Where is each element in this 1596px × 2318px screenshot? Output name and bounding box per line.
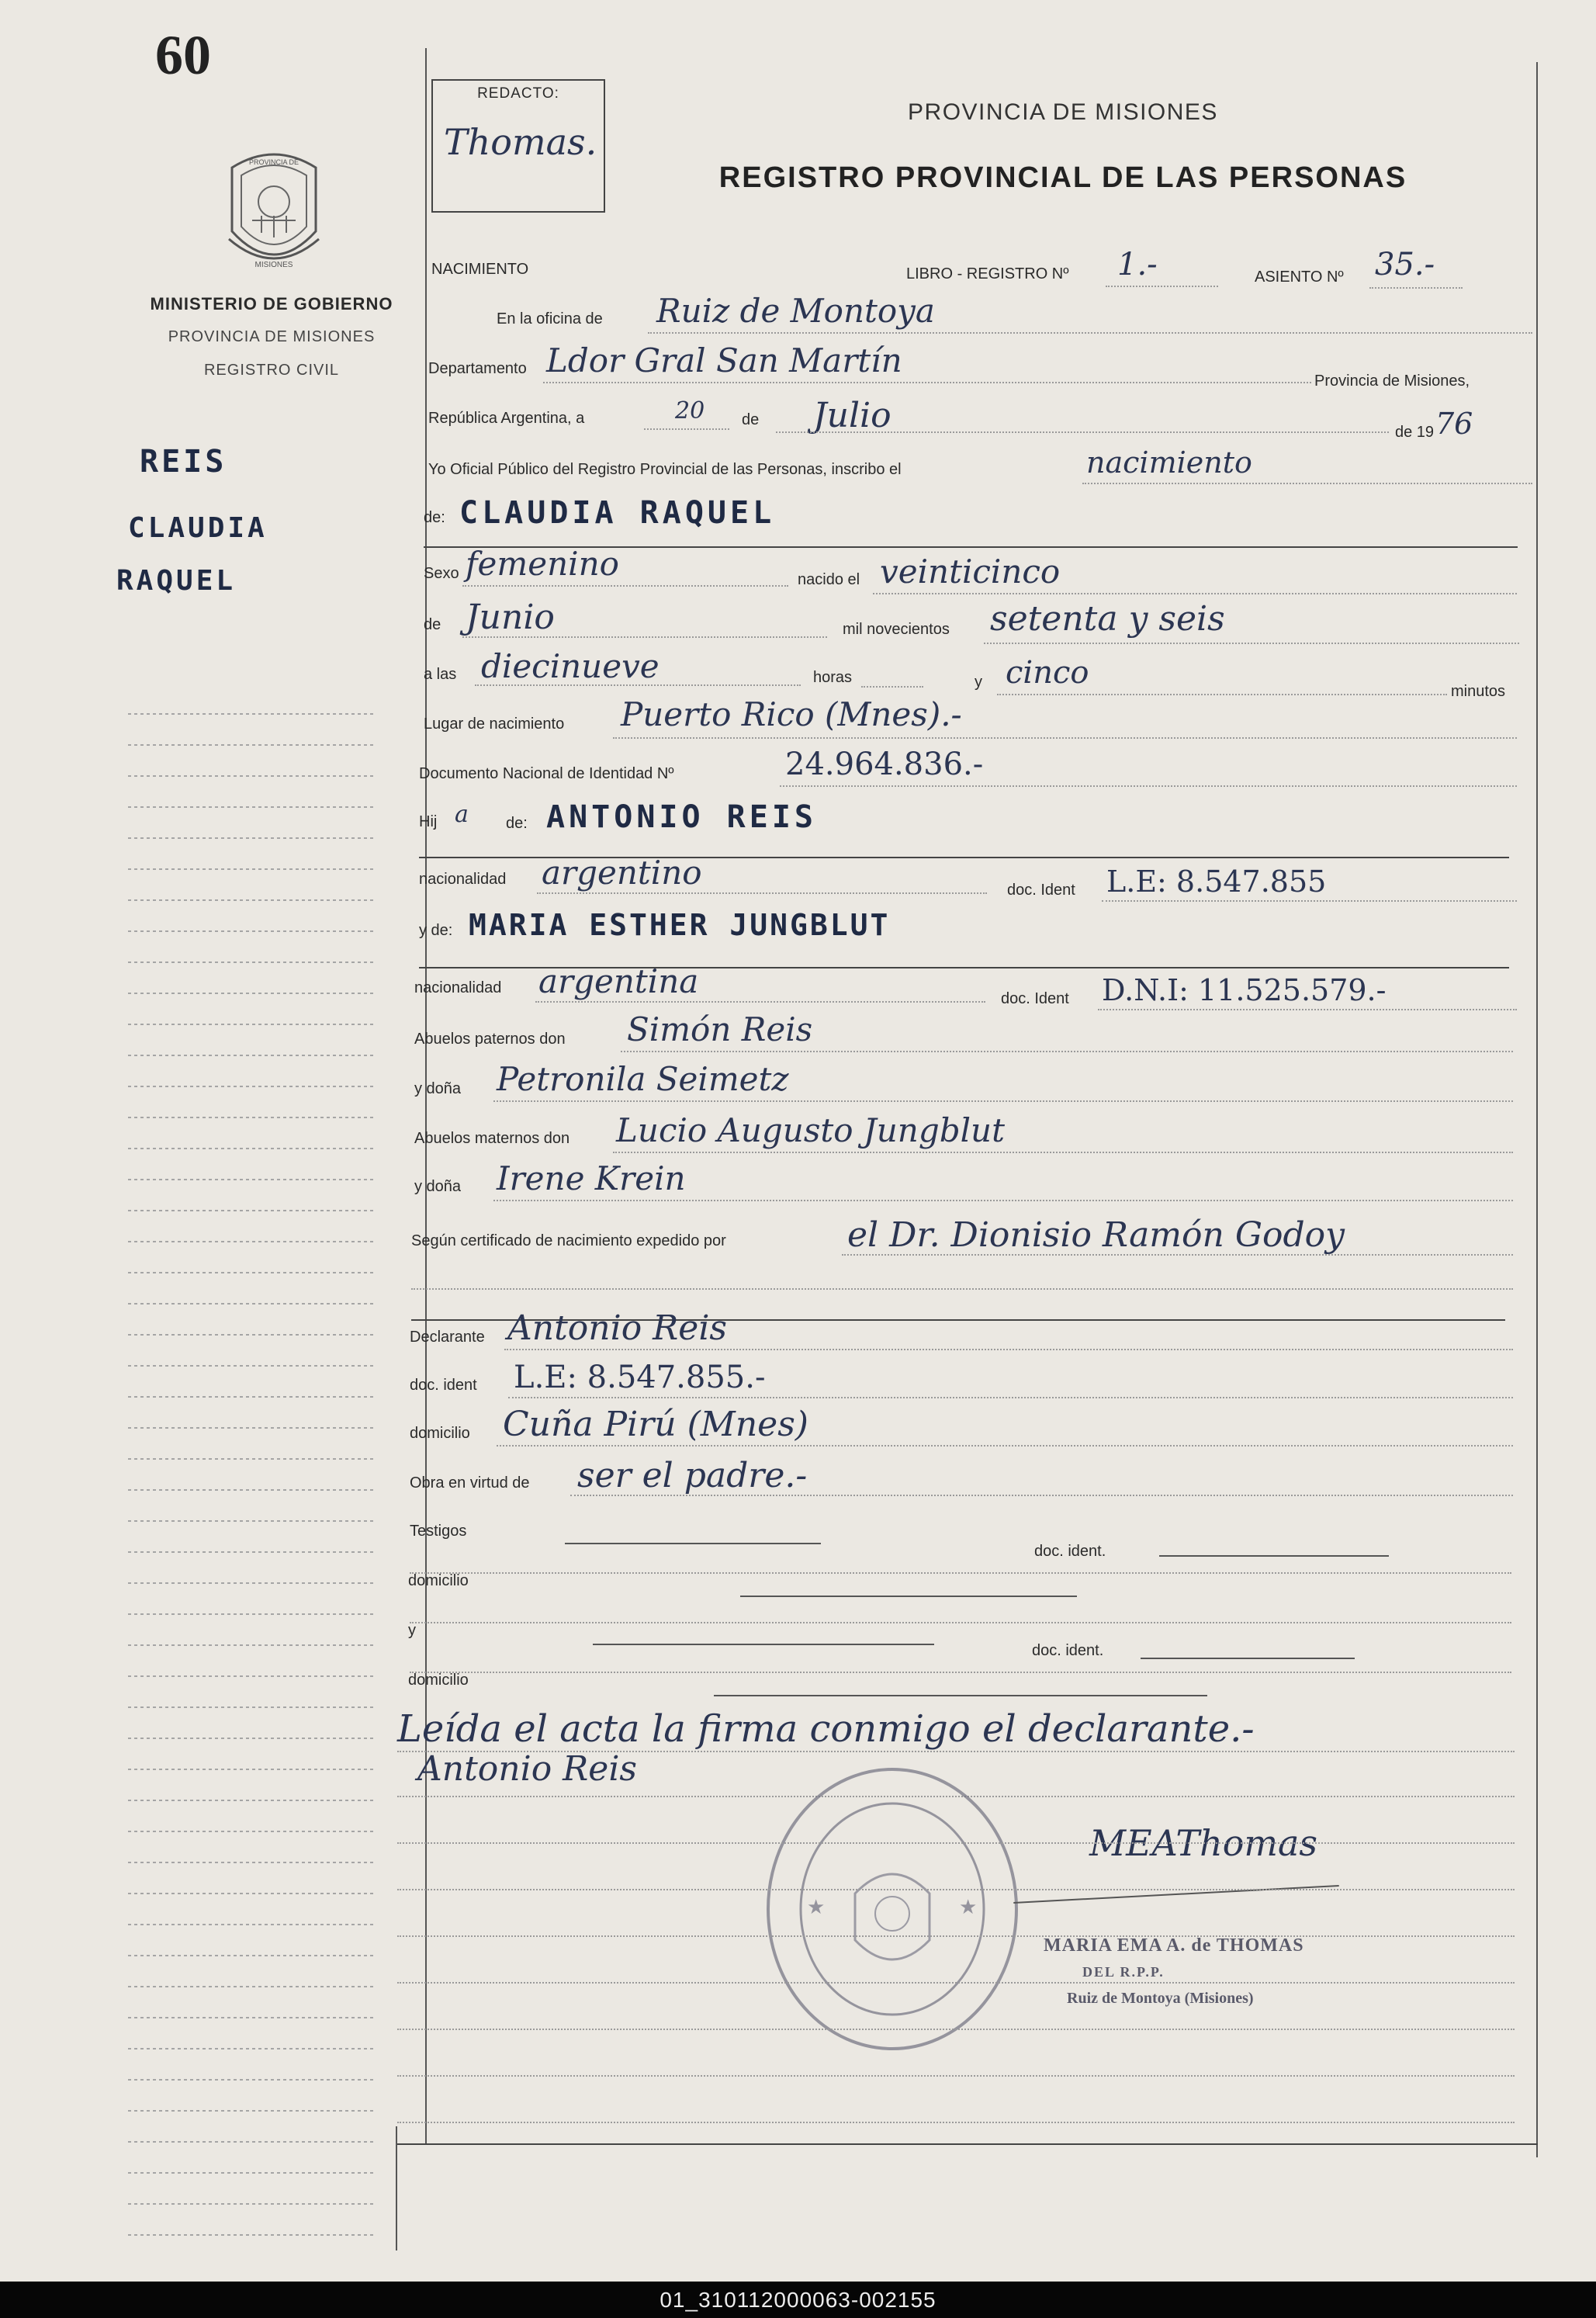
certificate-issuer-value: el Dr. Dionisio Ramón Godoy <box>847 1215 1345 1255</box>
father-id-line <box>1102 900 1517 902</box>
mother-label: y de: <box>419 922 453 939</box>
witness2-name-line <box>593 1644 934 1645</box>
ruled-line <box>397 2122 1515 2123</box>
office-value: Ruiz de Montoya <box>656 292 935 330</box>
month-line <box>776 431 1389 433</box>
registry-line: REGISTRO CIVIL <box>203 362 340 379</box>
acting-by-label: Obra en virtud de <box>410 1474 530 1492</box>
mother-nationality-line <box>535 1001 985 1003</box>
registration-type-value: nacimiento <box>1086 445 1252 480</box>
ruled-line <box>397 1935 1515 1937</box>
birthplace-label: Lugar de nacimiento <box>424 715 565 733</box>
maternal-grandfather-label: Abuelos maternos don <box>414 1130 570 1147</box>
minutes-value: cinco <box>1006 655 1089 691</box>
ruled-line <box>397 1842 1515 1844</box>
born-line <box>873 593 1517 594</box>
nationality-label: nacionalidad <box>419 871 507 888</box>
mother-nationality-value: argentina <box>538 962 699 1000</box>
minutes-line <box>997 694 1447 695</box>
declarant-id-value: L.E: 8.547.855.- <box>514 1360 766 1395</box>
name-label: de: <box>424 509 445 526</box>
witness-id-line <box>1159 1555 1389 1557</box>
image-id-footer: 01_310112000063-002155 <box>0 2282 1596 2318</box>
father-name-value: ANTONIO REIS <box>546 799 817 835</box>
svg-text:MISIONES: MISIONES <box>254 261 293 269</box>
entry-label: ASIENTO Nº <box>1255 269 1344 286</box>
witness2-address-line <box>714 1695 1207 1696</box>
seal-location: Ruiz de Montoya (Misiones) <box>1067 1990 1254 2007</box>
birthplace-line <box>613 737 1517 739</box>
seal-name: MARIA EMA A. de THOMAS <box>1044 1935 1304 1956</box>
father-label: de: <box>506 815 528 832</box>
id-label: doc. Ident <box>1001 990 1069 1007</box>
at-label: a las <box>424 666 457 683</box>
maternal-grandfather-line <box>613 1152 1513 1153</box>
witnesses-label: Testigos <box>410 1523 467 1540</box>
province-label: Provincia de Misiones, <box>1314 372 1470 390</box>
mother-name-value: MARIA ESTHER JUNGBLUT <box>469 908 891 942</box>
certificate-label: Según certificado de nacimiento expedido por <box>411 1232 726 1249</box>
left-margin <box>0 0 403 2282</box>
birthplace-value: Puerto Rico (Mnes).- <box>621 695 962 733</box>
maternal-grandfather-value: Lucio Augusto Jungblut <box>616 1111 1005 1149</box>
sex-label: Sexo <box>424 565 459 582</box>
seal-office: DEL R.P.P. <box>1082 1964 1165 1980</box>
paternal-grandfather-line <box>621 1051 1513 1052</box>
page-number: 60 <box>155 24 211 86</box>
nationality-label: nacionalidad <box>414 979 502 996</box>
declarant-signature: Antonio Reis <box>417 1749 637 1789</box>
coat-of-arms-icon <box>221 146 327 276</box>
maternal-grandmother-value: Irene Krein <box>497 1159 686 1197</box>
paternal-grandfather-value: Simón Reis <box>627 1010 813 1048</box>
ruled-line <box>397 1982 1515 1984</box>
office-label: En la oficina de <box>497 310 603 327</box>
dni-value: 24.964.836.- <box>785 747 984 782</box>
gender-suffix-value: a <box>455 801 469 828</box>
hour-line <box>475 684 801 686</box>
father-id-value: L.E: 8.547.855 <box>1106 864 1327 899</box>
born-day-value: veinticinco <box>880 553 1061 591</box>
certificate-line <box>842 1254 1513 1256</box>
id-label: doc. Ident <box>1007 882 1075 899</box>
closing-statement: Leída el acta la firma conmigo el declarante.- <box>397 1707 1255 1751</box>
hour-value: diecinueve <box>481 647 660 685</box>
declarant-line <box>504 1349 1513 1350</box>
office-line <box>648 332 1532 334</box>
certificate-line2 <box>411 1288 1513 1290</box>
month-value: Julio <box>813 396 891 435</box>
ministry-line: MINISTERIO DE GOBIERNO <box>150 294 393 314</box>
witness-id-label: doc. ident. <box>1034 1543 1106 1560</box>
hours-line <box>861 686 923 688</box>
margin-given-name: CLAUDIA <box>128 512 268 544</box>
ruled-line <box>410 1672 1511 1673</box>
redacto-box <box>431 79 605 213</box>
paternal-grandmother-line <box>493 1100 1513 1102</box>
mother-id-value: D.N.I: 11.525.579.- <box>1102 973 1387 1007</box>
dni-line <box>780 785 1517 787</box>
birth-year-value: setenta y seis <box>990 599 1225 639</box>
birth-month-line <box>462 636 827 638</box>
book-label: LIBRO - REGISTRO Nº <box>906 265 1069 282</box>
of-label: de <box>742 411 760 428</box>
year-value: 76 <box>1435 407 1473 441</box>
address-line <box>497 1445 1513 1447</box>
svg-text:★: ★ <box>959 1895 978 1918</box>
sex-value: femenino <box>466 545 619 583</box>
birth-label: NACIMIENTO <box>431 261 529 278</box>
paternal-grandmother-value: Petronila Seimetz <box>497 1060 789 1098</box>
official-seal <box>1044 1932 1385 2011</box>
declarant-value: Antonio Reis <box>507 1308 727 1348</box>
declarant-label: Declarante <box>410 1329 485 1346</box>
registration-line <box>1082 483 1532 484</box>
father-nationality-value: argentino <box>542 854 702 892</box>
dni-label: Documento Nacional de Identidad Nº <box>419 765 674 782</box>
department-label: Departamento <box>428 360 527 377</box>
registry-title: REGISTRO PROVINCIAL DE LAS PERSONAS <box>718 161 1407 194</box>
witness-address-line <box>740 1596 1077 1597</box>
witness2-address-label: domicilio <box>408 1672 469 1689</box>
and-label: y <box>408 1622 416 1639</box>
mother-id-line <box>1098 1009 1517 1010</box>
born-label: nacido el <box>798 571 860 588</box>
year-label: de 19 <box>1395 424 1435 441</box>
of-label: de <box>424 616 441 633</box>
paternal-grandfather-label: Abuelos paternos don <box>414 1031 566 1048</box>
birth-year-line <box>984 643 1519 644</box>
ministry-heading <box>124 287 419 387</box>
minutes-label: minutos <box>1451 683 1506 700</box>
hours-label: horas <box>813 669 853 686</box>
republic-label: República Argentina, a <box>428 410 585 427</box>
svg-text:PROVINCIA DE: PROVINCIA DE <box>248 158 299 166</box>
redacto-label: REDACTO: <box>477 85 559 102</box>
redacto-value: Thomas. <box>444 121 597 163</box>
ruled-line <box>410 1622 1511 1623</box>
entry-line <box>1369 287 1463 289</box>
ruled-line <box>397 1889 1515 1890</box>
father-nationality-line <box>537 892 987 894</box>
birth-month-value: Junio <box>466 598 555 637</box>
book-line <box>1106 286 1218 287</box>
acting-by-line <box>570 1495 1513 1496</box>
right-border-line <box>1536 62 1538 2157</box>
declarant-id-label: doc. ident <box>410 1377 477 1394</box>
day-line <box>644 428 729 430</box>
svg-text:★: ★ <box>807 1895 826 1918</box>
official-statement: Yo Oficial Público del Registro Provincial de las Personas, inscribo el <box>428 461 902 478</box>
margin-given-name: RAQUEL <box>116 565 237 597</box>
thousand-label: mil novecientos <box>843 621 950 638</box>
acting-by-value: ser el padre.- <box>577 1456 808 1495</box>
maternal-grandmother-line <box>493 1200 1513 1201</box>
address-value: Cuña Pirú (Mnes) <box>503 1405 808 1444</box>
witness2-id-label: doc. ident. <box>1032 1642 1104 1659</box>
book-value: 1.- <box>1117 247 1158 282</box>
margin-surname: REIS <box>140 444 227 480</box>
margin-ruled-lines <box>128 706 376 2258</box>
department-value: Ldor Gral San Martín <box>546 341 902 379</box>
day-value: 20 <box>675 397 705 424</box>
province-line: PROVINCIA DE MISIONES <box>168 328 376 345</box>
address-label: domicilio <box>410 1425 470 1442</box>
official-signature: MEAThomas <box>1089 1822 1318 1864</box>
province-heading: PROVINCIA DE MISIONES <box>908 99 1218 125</box>
signature-stroke <box>1013 1885 1339 1904</box>
paternal-grandmother-label: y doña <box>414 1080 462 1097</box>
witness2-id-line <box>1141 1658 1355 1659</box>
child-of-label: Hij <box>419 813 438 830</box>
sex-line <box>462 585 788 587</box>
ruled-line <box>410 1572 1511 1574</box>
ruled-line <box>397 2075 1515 2077</box>
left-border-line <box>396 2126 397 2250</box>
declarant-id-line <box>508 1397 1513 1398</box>
child-name-value: CLAUDIA RAQUEL <box>459 495 776 531</box>
entry-value: 35.- <box>1375 247 1435 282</box>
bottom-rule <box>397 2143 1538 2145</box>
and-label: y <box>975 674 982 691</box>
ruled-line <box>397 2029 1515 2030</box>
witness-address-label: domicilio <box>408 1572 469 1589</box>
maternal-grandmother-label: y doña <box>414 1178 462 1195</box>
official-stamp <box>760 1762 1024 2056</box>
department-line <box>543 382 1311 383</box>
witness-name-line <box>565 1543 821 1544</box>
